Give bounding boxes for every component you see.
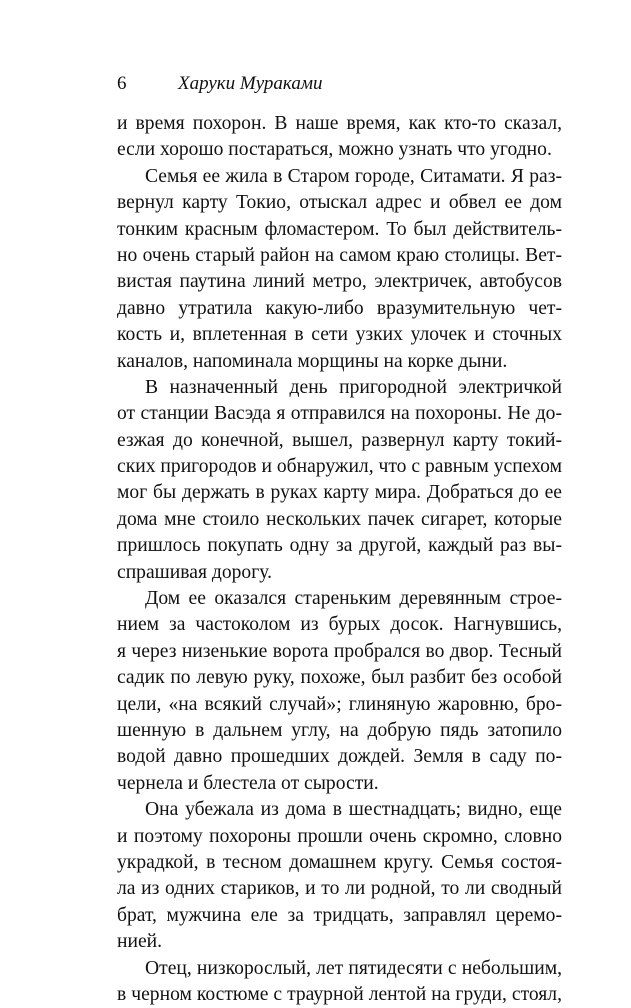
text-line: пришлось покупать одну за другой, каждый раз вы- (117, 535, 562, 557)
text-line: вистая паутина линий метро, электричек, автобусов (117, 271, 562, 293)
text-line: вернул карту Токио, отыскал адрес и обвел ее дом (117, 192, 562, 214)
text-line: Она убежала из дома в шестнадцать; видно, еще (145, 799, 562, 821)
text-line: садик по левую руку, похоже, был разбит без особой (117, 667, 562, 689)
text-line: тонким красным фломастером. То был действитель- (117, 218, 562, 240)
page-header (117, 73, 562, 103)
text-line: цели, «на всякий случай»; глиняную жаровню, бро- (117, 693, 562, 715)
text-line: я через низенькие ворота пробрался во двор. Тесный (117, 640, 562, 662)
text-line: каналов, напоминала морщины на корке дыни. (117, 350, 508, 372)
text-line: Дом ее оказался стареньким деревянным строе- (145, 588, 562, 610)
text-line: и время похорон. В наше время, как кто-то сказал, (117, 113, 562, 134)
text-line: езжая до конечной, вышел, развернул карту токий- (117, 429, 562, 451)
text-line: чернела и блестела от сырости. (117, 772, 379, 794)
text-line: украдкой, в тесном домашнем кругу. Семья состоя- (117, 851, 562, 873)
text-line: шенную в дальнем углу, на добрую пядь затопило (117, 719, 562, 741)
text-line: спрашивая дорогу. (117, 561, 272, 583)
text-line: В назначенный день пригородной электричкой (145, 376, 562, 398)
text-line: водой давно прошедших дождей. Земля в саду по- (117, 746, 562, 768)
text-line: ла из одних стариков, и то ли родной, то ли сводный (117, 878, 562, 900)
page-number: 6 (117, 73, 127, 94)
text-line: и поэтому похороны прошли очень скромно, словно (117, 825, 562, 847)
text-line: в черном костюме с траурной лентой на груди, стоял, (117, 983, 562, 1005)
text-line: дома мне стоило нескольких пачек сигарет, которые (117, 508, 562, 530)
body-text (117, 111, 562, 1008)
text-line: брат, мужчина еле за тридцать, заправлял церемо- (117, 904, 562, 926)
text-line: Отец, низкорослый, лет пятидесяти с небольшим, (145, 957, 562, 979)
text-line: Семья ее жила в Старом городе, Ситамати. Я раз- (145, 165, 562, 187)
text-line: мог бы держать в руках карту мира. Добраться до ее (117, 482, 562, 504)
text-line: нием за частоколом из бурых досок. Нагнувшись, (117, 614, 562, 636)
text-line: кость и, вплетенная в сети узких улочек и сточных (117, 324, 562, 346)
text-line: если хорошо постараться, можно узнать что угодно. (117, 139, 552, 161)
text-line: ских пригородов и обнаружил, что с равным успехом (117, 456, 562, 478)
text-line: но очень старый район на самом краю столицы. Вет- (117, 244, 562, 266)
book-page (117, 73, 562, 1005)
running-title: Харуки Мураками (178, 73, 323, 94)
text-line: от станции Васэда я отправился на похороны. Не до- (117, 403, 562, 425)
text-line: нией. (117, 931, 163, 953)
text-line: давно утратила какую-либо вразумительную чет- (117, 297, 562, 319)
